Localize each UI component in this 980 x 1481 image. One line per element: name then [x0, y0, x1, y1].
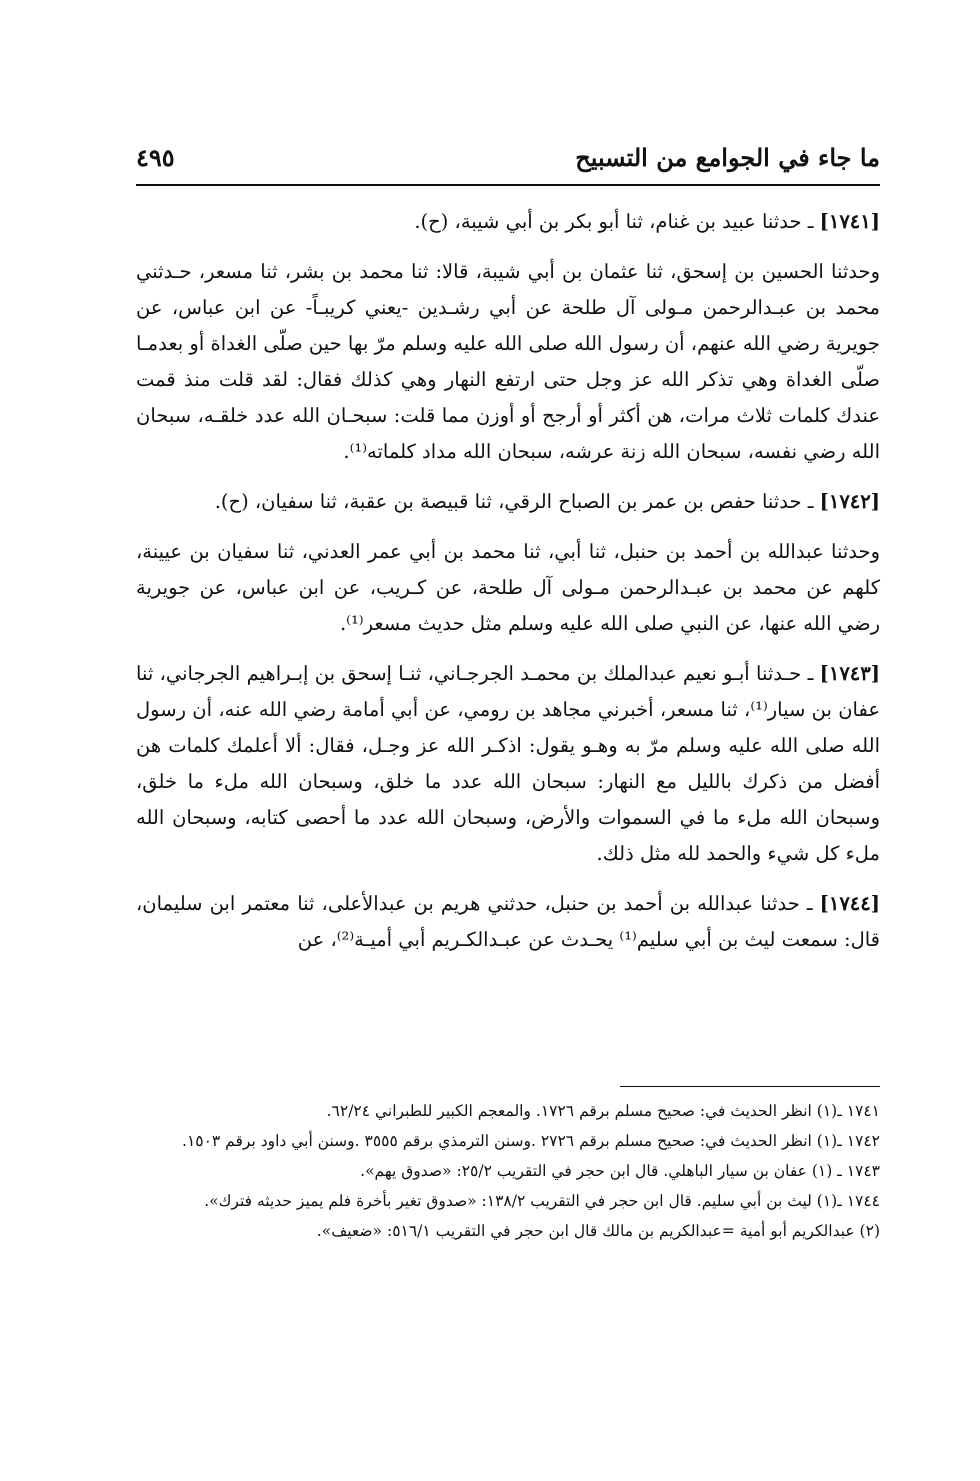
hadith-number: [١٧٤٢] [819, 490, 880, 513]
paragraph-text: ـ حدثنا حفص بن عمر بن الصباح الرقي، ثنا قبيصة بن عقبة، ثنا سفيان، (ح). [214, 490, 820, 513]
paragraph-1741-continued [136, 254, 880, 470]
paragraph-1743 [136, 656, 880, 872]
footnote-1742: ١٧٤٢ ـ(١) انظر الحديث في: صحيح مسلم برقم ٢٧٢٦ .وسنن الترمذي برقم ٣٥٥٥ .وسنن أبي داود برقم ١٥٠٣. [182, 1132, 880, 1150]
footnote-1744-2: (٢) عبدالكريم أبو أمية =عبدالكريم بن مالك قال ابن حجر في التقريب ٥١٦/١: «ضعيف». [316, 1222, 880, 1240]
chapter-title: ما جاء في الجوامع من التسبيح [575, 143, 880, 172]
footnote-divider [620, 1086, 880, 1087]
footnote-1741: ١٧٤١ ـ(١) انظر الحديث في: صحيح مسلم برقم ١٧٢٦. والمعجم الكبير للطبراني ٦٢/٢٤. [326, 1102, 880, 1120]
paragraph-text: وحدثنا عبدالله بن أحمد بن حنبل، ثنا أبي، ثنا محمد بن أبي عمر العدني، ثنا سفيان بن عيينة، كلهم عن محمد بن عبـدالرحمن مـولى آل طلحة، عن كـريب، عن ابن عباس، عن جويرية رضي الله عنها، عن النبي صلى الله عليه وسلم مثل حديث مسعر⁽¹⁾. [136, 540, 880, 635]
hadith-number: [١٧٤٤] [819, 892, 880, 915]
paragraph-1741 [136, 204, 880, 240]
paragraph-1742 [136, 484, 880, 520]
paragraph-text: ـ حـدثنا أبـو نعيم عبدالملك بن محمـد الجرجـاني، ثنـا إسحق بن إبـراهيم الجرجاني، ثنا عفان بن سيار⁽¹⁾، ثنا مسعر، أخبرني مجاهد بن رومي، عن أبي أمامة رضي الله عنه، أن رسول الله صلى الله عليه وسلم مرّ به وهـو يقول: اذكـر الله عز وجـل، فقال: ألا أعلمك كلمات هن أفضل من ذكرك بالليل مع النهار: سبحان الله عدد ما خلق، وسبحان الله ملء ما خلق، وسبحان الله ملء ما في السموات والأرض، وسبحان الله عدد ما أحصى كتابه، وسبحان الله ملء كل شيء والحمد لله مثل ذلك. [136, 662, 880, 865]
running-header [136, 138, 880, 178]
footnotes [136, 1096, 880, 1246]
header-divider [136, 184, 880, 186]
hadith-number: [١٧٤١] [819, 210, 880, 233]
paragraph-1744 [136, 886, 880, 958]
footnote-1743: ١٧٤٣ ـ (١) عفان بن سيار الباهلي. قال ابن حجر في التقريب ٢٥/٢: «صدوق يهم». [360, 1162, 880, 1180]
footnote-1744: ١٧٤٤ ـ(١) ليث بن أبي سليم. قال ابن حجر في التقريب ١٣٨/٢: «صدوق تغير بأخرة فلم يميز حديثه فترك». [204, 1192, 880, 1210]
page-number: ٤٩٥ [136, 143, 175, 172]
paragraph-text: ـ حدثنا عبدالله بن أحمد بن حنبل، حدثني هريم بن عبدالأعلى، ثنا معتمر ابن سليمان، قال: سمعت ليث بن أبي سليم⁽¹⁾ يحـدث عن عبـدالكـريم أبي أميـة⁽²⁾، عن [136, 892, 880, 951]
main-text [136, 204, 880, 972]
paragraph-1742-continued [136, 534, 880, 642]
paragraph-text: ـ حدثنا عبيد بن غنام، ثنا أبو بكر بن أبي شيبة، (ح). [414, 210, 820, 233]
hadith-number: [١٧٤٣] [819, 662, 880, 685]
paragraph-text: وحدثنا الحسين بن إسحق، ثنا عثمان بن أبي شيبة، قالا: ثنا محمد بن بشر، ثنا مسعر، حـدثني محمد بن عبـدالرحمن مـولى آل طلحة عن أبي رشـدين -يعني كريبـاً- عن ابن عباس، عن جويرية رضي الله عنهم، أن رسول الله صلى الله عليه وسلم مرّ بها حين صلّى الغداة أو بعدمـا صلّى الغداة وهي تذكر الله عز وجل حتى ارتفع النهار وهي كذلك فقال: لقد قلت منذ قمت عندك كلمات ثلاث مرات، هن أكثر أو أرجح أو أوزن مما قلت: سبحـان الله عدد خلقـه، سبحان الله رضي نفسه، سبحان الله زنة عرشه، سبحان الله مداد كلماته⁽¹⁾. [136, 260, 880, 463]
